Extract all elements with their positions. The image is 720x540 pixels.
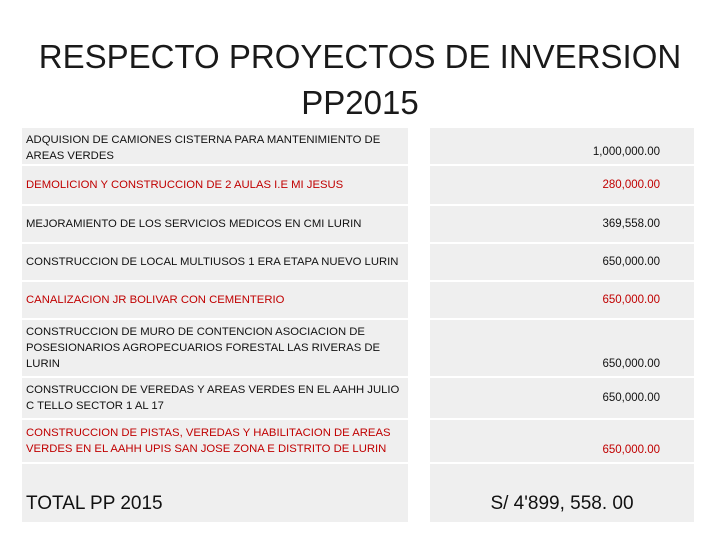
investment-projects-table — [22, 128, 694, 524]
project-description: CONSTRUCCION DE MURO DE CONTENCION ASOCIACION DE POSESIONARIOS AGROPECUARIOS FORESTAL LAS RIVERAS DE LURIN — [22, 320, 430, 376]
table-row — [22, 206, 694, 244]
project-amount: 280,000.00 — [430, 166, 694, 204]
table-row — [22, 166, 694, 206]
project-description: DEMOLICION Y CONSTRUCCION DE 2 AULAS I.E MI JESUS — [22, 166, 430, 204]
title-line-1: RESPECTO PROYECTOS DE INVERSION — [38, 38, 682, 75]
project-amount: 650,000.00 — [430, 320, 694, 376]
project-amount: 1,000,000.00 — [430, 128, 694, 164]
table-row — [22, 420, 694, 464]
project-amount: 650,000.00 — [430, 244, 694, 280]
project-amount: 650,000.00 — [430, 420, 694, 462]
project-description: CONSTRUCCION DE LOCAL MULTIUSOS 1 ERA ETAPA NUEVO LURIN — [22, 244, 430, 280]
table-row — [22, 378, 694, 420]
table-row — [22, 282, 694, 320]
table-row — [22, 128, 694, 166]
project-description: CONSTRUCCION DE VEREDAS Y AREAS VERDES EN EL AAHH JULIO C TELLO SECTOR 1 AL 17 — [22, 378, 430, 418]
project-description: CONSTRUCCION DE PISTAS, VEREDAS Y HABILITACION DE AREAS VERDES EN EL AAHH UPIS SAN JOSE ZONA E DISTRITO DE LURIN — [22, 420, 430, 462]
table-row — [22, 244, 694, 282]
total-amount: S/ 4'899, 558. 00 — [430, 464, 694, 522]
title-line-2: PP2015 — [301, 84, 419, 121]
project-description: MEJORAMIENTO DE LOS SERVICIOS MEDICOS EN CMI LURIN — [22, 206, 430, 242]
page-title — [0, 34, 720, 126]
project-description: ADQUISION DE CAMIONES CISTERNA PARA MANTENIMIENTO DE AREAS VERDES — [22, 128, 430, 164]
total-row — [22, 464, 694, 524]
total-label: TOTAL PP 2015 — [22, 464, 430, 522]
project-amount: 650,000.00 — [430, 378, 694, 418]
project-amount: 369,558.00 — [430, 206, 694, 242]
project-description: CANALIZACION JR BOLIVAR CON CEMENTERIO — [22, 282, 430, 318]
project-amount: 650,000.00 — [430, 282, 694, 318]
table-row — [22, 320, 694, 378]
